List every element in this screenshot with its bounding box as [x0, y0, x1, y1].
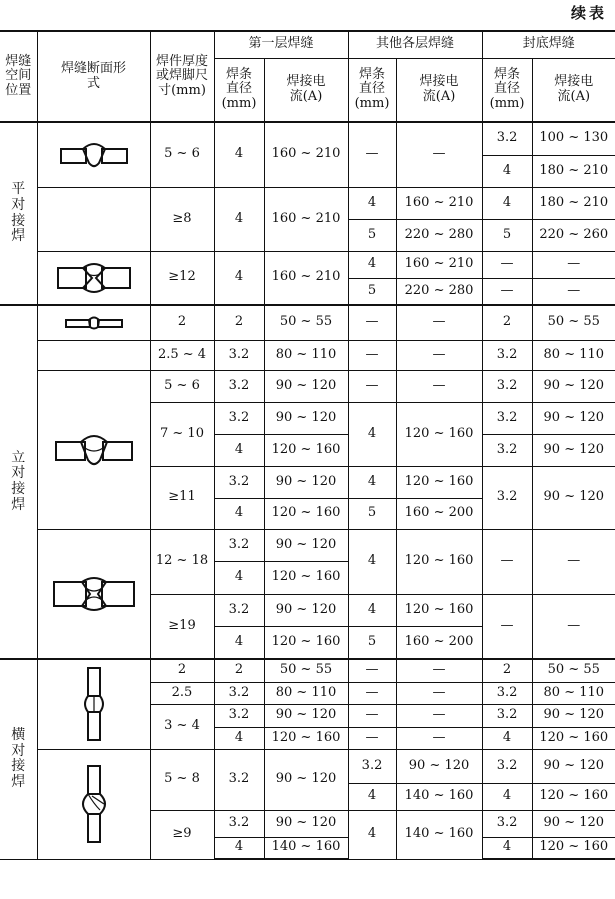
- back-dia: 3.2: [482, 682, 532, 704]
- first-cur: 160 ~ 210: [264, 122, 348, 187]
- welding-parameter-table: [0, 30, 615, 860]
- back-cur: 90 ~ 120: [532, 749, 615, 783]
- first-cur: 120 ~ 160: [264, 727, 348, 749]
- other-cur: 160 ~ 200: [396, 498, 482, 529]
- first-cur: 90 ~ 120: [264, 402, 348, 434]
- thickness: 2.5 ~ 4: [150, 340, 214, 370]
- back-cur: 50 ~ 55: [532, 659, 615, 682]
- first-dia: 3.2: [214, 704, 264, 727]
- first-cur: 120 ~ 160: [264, 498, 348, 529]
- first-dia: 3.2: [214, 402, 264, 434]
- back-cur: 50 ~ 55: [532, 305, 615, 340]
- other-cur: —: [396, 122, 482, 187]
- first-dia: 4: [214, 122, 264, 187]
- other-dia: 5: [348, 498, 396, 529]
- flat-double-v-weld-icon: [56, 262, 132, 294]
- back-dia: —: [482, 594, 532, 659]
- first-cur: 90 ~ 120: [264, 749, 348, 810]
- continued-label: 续表: [570, 4, 607, 22]
- first-cur: 50 ~ 55: [264, 659, 348, 682]
- other-dia: —: [348, 370, 396, 402]
- other-dia: 4: [348, 187, 396, 219]
- back-dia: 3.2: [482, 122, 532, 155]
- first-cur: 80 ~ 110: [264, 340, 348, 370]
- shape-vertical-1b: [37, 340, 150, 370]
- back-dia: 3.2: [482, 810, 532, 837]
- first-dia: 4: [214, 626, 264, 659]
- first-dia: 4: [214, 561, 264, 594]
- first-cur: 160 ~ 210: [264, 251, 348, 305]
- other-dia: 5: [348, 626, 396, 659]
- first-dia: 3.2: [214, 594, 264, 626]
- thickness: ≥8: [150, 187, 214, 251]
- other-dia: 5: [348, 219, 396, 251]
- thickness: 12 ~ 18: [150, 529, 214, 594]
- back-cur: 120 ~ 160: [532, 783, 615, 810]
- shape-horizontal-2: [37, 749, 150, 859]
- back-dia: 3.2: [482, 402, 532, 434]
- back-cur: 90 ~ 120: [532, 704, 615, 727]
- back-cur: —: [532, 251, 615, 278]
- back-dia: 3.2: [482, 704, 532, 727]
- first-dia: 3.2: [214, 810, 264, 837]
- back-dia: 4: [482, 727, 532, 749]
- header-other-dia: 焊条直径(mm): [348, 58, 396, 122]
- back-cur: 80 ~ 110: [532, 340, 615, 370]
- back-dia: 3.2: [482, 340, 532, 370]
- first-dia: 4: [214, 498, 264, 529]
- first-cur: 120 ~ 160: [264, 561, 348, 594]
- thickness: 2.5: [150, 682, 214, 704]
- other-dia: —: [348, 659, 396, 682]
- other-dia: 4: [348, 466, 396, 498]
- back-dia: —: [482, 529, 532, 594]
- other-dia: 4: [348, 594, 396, 626]
- first-dia: 4: [214, 837, 264, 859]
- first-cur: 90 ~ 120: [264, 594, 348, 626]
- header-first-cur: 焊接电流(A): [264, 58, 348, 122]
- shape-horizontal-1: [37, 659, 150, 749]
- thickness: ≥11: [150, 466, 214, 529]
- header-position: 焊缝空间位置: [0, 31, 37, 122]
- header-back-dia: 焊条直径(mm): [482, 58, 532, 122]
- back-cur: 90 ~ 120: [532, 810, 615, 837]
- thickness: 5 ~ 8: [150, 749, 214, 810]
- other-cur: —: [396, 659, 482, 682]
- other-cur: 120 ~ 160: [396, 466, 482, 498]
- back-cur: 90 ~ 120: [532, 370, 615, 402]
- first-dia: 4: [214, 727, 264, 749]
- other-cur: 160 ~ 200: [396, 626, 482, 659]
- first-cur: 90 ~ 120: [264, 529, 348, 561]
- other-cur: —: [396, 704, 482, 727]
- shape-vertical-1: [37, 305, 150, 340]
- first-cur: 90 ~ 120: [264, 810, 348, 837]
- thickness: ≥9: [150, 810, 214, 859]
- first-cur: 50 ~ 55: [264, 305, 348, 340]
- first-dia: 3.2: [214, 529, 264, 561]
- back-dia: 2: [482, 305, 532, 340]
- first-cur: 90 ~ 120: [264, 466, 348, 498]
- other-cur: —: [396, 370, 482, 402]
- back-cur: 90 ~ 120: [532, 466, 615, 529]
- first-dia: 3.2: [214, 749, 264, 810]
- first-dia: 2: [214, 659, 264, 682]
- first-dia: 3.2: [214, 466, 264, 498]
- first-cur: 90 ~ 120: [264, 370, 348, 402]
- other-cur: 120 ~ 160: [396, 594, 482, 626]
- flat-butt-weld-icon: [59, 137, 129, 173]
- header-shape: 焊缝断面形式: [37, 31, 150, 122]
- back-cur: 180 ~ 210: [532, 155, 615, 187]
- other-cur: 120 ~ 160: [396, 529, 482, 594]
- header-first-layer: 第一层焊缝: [214, 31, 348, 58]
- back-dia: —: [482, 251, 532, 278]
- section-vertical-label: 立对接焊: [0, 305, 37, 659]
- first-dia: 4: [214, 251, 264, 305]
- horizontal-double-bevel-weld-icon: [78, 764, 110, 844]
- first-dia: 2: [214, 305, 264, 340]
- other-dia: —: [348, 340, 396, 370]
- other-dia: —: [348, 704, 396, 727]
- other-cur: —: [396, 340, 482, 370]
- thickness: 3 ~ 4: [150, 704, 214, 749]
- section-flat-label: 平对接焊: [0, 122, 37, 305]
- back-dia: 4: [482, 837, 532, 859]
- back-cur: 90 ~ 120: [532, 434, 615, 466]
- back-dia: 4: [482, 155, 532, 187]
- section-horizontal-label: 横对接焊: [0, 659, 37, 859]
- other-dia: 4: [348, 810, 396, 859]
- first-dia: 4: [214, 187, 264, 251]
- back-dia: 2: [482, 659, 532, 682]
- first-dia: 3.2: [214, 340, 264, 370]
- back-cur: 90 ~ 120: [532, 402, 615, 434]
- first-dia: 4: [214, 434, 264, 466]
- shape-vertical-3: [37, 529, 150, 659]
- header-back-weld: 封底焊缝: [482, 31, 615, 58]
- thickness: ≥12: [150, 251, 214, 305]
- back-cur: —: [532, 594, 615, 659]
- vertical-x-weld-icon: [52, 574, 136, 614]
- back-cur: —: [532, 529, 615, 594]
- other-dia: —: [348, 305, 396, 340]
- thickness: 2: [150, 305, 214, 340]
- first-cur: 160 ~ 210: [264, 187, 348, 251]
- other-cur: 90 ~ 120: [396, 749, 482, 783]
- back-dia: 3.2: [482, 749, 532, 783]
- shape-flat-1: [37, 122, 150, 187]
- header-other-cur: 焊接电流(A): [396, 58, 482, 122]
- other-cur: —: [396, 682, 482, 704]
- other-dia: 3.2: [348, 749, 396, 783]
- shape-flat-3: [37, 251, 150, 305]
- other-dia: 4: [348, 251, 396, 278]
- back-cur: 220 ~ 260: [532, 219, 615, 251]
- other-dia: 5: [348, 278, 396, 305]
- first-cur: 120 ~ 160: [264, 626, 348, 659]
- other-cur: —: [396, 305, 482, 340]
- thickness: 2: [150, 659, 214, 682]
- other-dia: 4: [348, 529, 396, 594]
- thin-plate-weld-icon: [64, 315, 124, 331]
- other-cur: 140 ~ 160: [396, 810, 482, 859]
- thickness: 7 ~ 10: [150, 402, 214, 466]
- header-thickness: 焊件厚度或焊脚尺寸(mm): [150, 31, 214, 122]
- header-first-dia: 焊条直径(mm): [214, 58, 264, 122]
- back-dia: 3.2: [482, 370, 532, 402]
- other-dia: —: [348, 727, 396, 749]
- other-cur: 140 ~ 160: [396, 783, 482, 810]
- header-back-cur: 焊接电流(A): [532, 58, 615, 122]
- thickness: ≥19: [150, 594, 214, 659]
- back-cur: 120 ~ 160: [532, 727, 615, 749]
- other-dia: 4: [348, 783, 396, 810]
- shape-vertical-2: [37, 370, 150, 529]
- shape-flat-2: [37, 187, 150, 251]
- back-dia: 3.2: [482, 466, 532, 529]
- back-cur: 80 ~ 110: [532, 682, 615, 704]
- horizontal-butt-weld-icon: [82, 666, 106, 742]
- other-cur: —: [396, 727, 482, 749]
- first-cur: 90 ~ 120: [264, 704, 348, 727]
- first-cur: 120 ~ 160: [264, 434, 348, 466]
- back-dia: 3.2: [482, 434, 532, 466]
- other-dia: —: [348, 122, 396, 187]
- other-cur: 120 ~ 160: [396, 402, 482, 466]
- header-other-layers: 其他各层焊缝: [348, 31, 482, 58]
- first-dia: 3.2: [214, 682, 264, 704]
- other-cur: 160 ~ 210: [396, 187, 482, 219]
- thickness: 5 ~ 6: [150, 122, 214, 187]
- first-cur: 80 ~ 110: [264, 682, 348, 704]
- back-dia: 4: [482, 187, 532, 219]
- back-dia: 4: [482, 783, 532, 810]
- other-dia: —: [348, 682, 396, 704]
- other-cur: 220 ~ 280: [396, 278, 482, 305]
- first-dia: 3.2: [214, 370, 264, 402]
- other-dia: 4: [348, 402, 396, 466]
- back-dia: 5: [482, 219, 532, 251]
- other-cur: 220 ~ 280: [396, 219, 482, 251]
- back-cur: 180 ~ 210: [532, 187, 615, 219]
- other-cur: 160 ~ 210: [396, 251, 482, 278]
- back-cur: 120 ~ 160: [532, 837, 615, 859]
- vertical-butt-weld-icon: [54, 430, 134, 470]
- back-cur: —: [532, 278, 615, 305]
- back-cur: 100 ~ 130: [532, 122, 615, 155]
- back-dia: —: [482, 278, 532, 305]
- thickness: 5 ~ 6: [150, 370, 214, 402]
- first-cur: 140 ~ 160: [264, 837, 348, 859]
